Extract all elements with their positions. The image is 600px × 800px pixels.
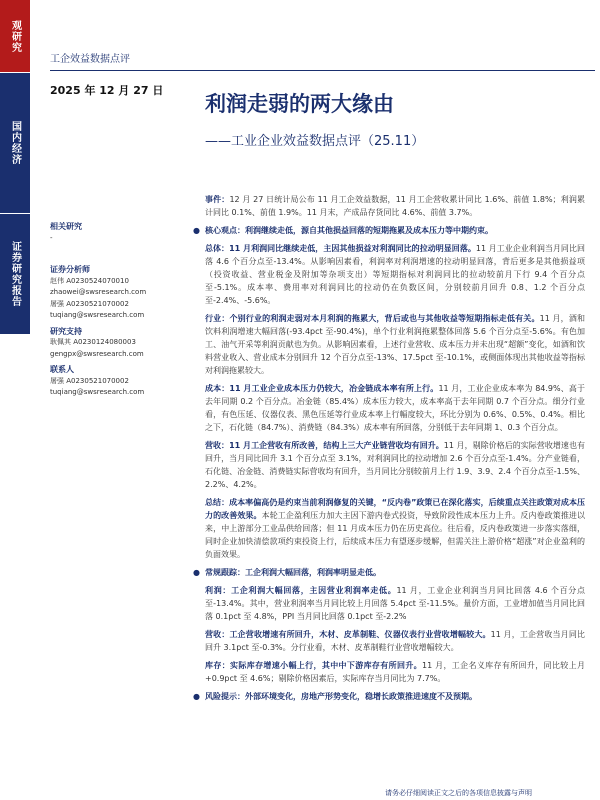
support-label: 研究支持 (50, 326, 82, 336)
contact-label: 联系人 (50, 365, 74, 374)
page-subtitle: ——工业企业效益数据点评（25.11） (205, 134, 425, 149)
revenue-paragraph: 营收：11 月工企营收有所改善，结构上三大产业链营收均有回升。11 月，剔除价格后的实际营收增速也有回升，当月同比回升 3.1 个百分点至 3.1%，对利润同比的拉动增加 2.6 个百分点至-1.4%。分产业链看，石化链、冶金链、消费链实际营收均有回升，当月同比分别较前月上行 1.9、3.9、2.4 个百分点至-1.5%、2.2%、4.2%。 (205, 441, 585, 489)
cost-paragraph: 成本：11 月工业企业成本压力仍较大，冶金链成本率有所上行。11 月，工业企业成本率为 84.9%、高于去年同期 0.2 个百分点。冶金链（85.4%）成本压力较大，成本率高于去年同期 0.7 个百分点。细分行业看，有色压延、仪器仪表、黑色压延等行业成本率上行幅度较大，环比分别为 0.6%、0.5%、0.4%。相比之下，石化链（84.7%）、消费链（84.3%）成本率有所回落，分别低于去年同期 1、0.3 个百分点。 (205, 384, 585, 432)
overall-paragraph: 总体：11 月利润同比继续走低，主因其他损益对利润同比的拉动明显回落。11 月工业企业利润当月同比回落 4.6 个百分点至-13.4%。从影响因素看，利润率对利润增速的拉动明显回落，背后更多是其他损益项（投资收益、营业税金及附加等杂项支出）等短期指标对利润同比的拉动较前月下行 9.4 个百分点至-5.1%。成本率、费用率对利润同比的拉动仍在负数区间，分别较前月回升 0.8、1.2 个百分点至-2.4%、-5.6%。 (205, 244, 585, 305)
analyst-email[interactable]: zhaowei@swsresearch.com (50, 288, 147, 296)
left-column (50, 217, 185, 399)
contact-email[interactable]: tuqiang@swsresearch.com (50, 388, 145, 396)
analyst-label: 证券分析师 (50, 265, 90, 274)
bullet-icon: ● (193, 226, 200, 235)
section-label: 工企效益数据点评 (50, 54, 130, 65)
event-paragraph (205, 193, 585, 219)
related-research-label: 相关研究 (50, 222, 82, 231)
support-email[interactable]: gengpx@swsresearch.com (50, 349, 144, 358)
footer-disclaimer: 请务必仔细阅读正文之后的各项信息披露与声明 (385, 789, 532, 797)
header-divider (50, 70, 595, 71)
profit-paragraph: 利润：工企利润大幅回落，主因营业利润率走低。11 月，工业企业利润当月同比回落 4.6 个百分点至-13.4%。其中，营业利润率当月同比较上月回落 5.4pct 至-11.5%。量价方面，工业增加值当月同比回落 0.1pct 至 4.8%，PPI 当月同比回落 0.1pct 至-2.2% (205, 586, 585, 621)
tracking-bullet: ● 常规跟踪：工企利润大幅回落，利润率明显走低。 (193, 568, 381, 577)
support-line: 耿佩其 A0230124080003 (50, 338, 136, 346)
bullet-icon: ● (193, 692, 200, 701)
analyst-line: 赵伟 A0230524070010 (50, 276, 129, 285)
page-title: 利润走弱的两大缘由 (205, 92, 394, 116)
inventory-paragraph: 库存：实际库存增速小幅上行，其中中下游库存有所回升。11 月，工企名义库存有所回升，同比较上月+0.9pct 至 4.6%；剔除价格因素后，实际库存当月同比为 7.7%。 (205, 661, 585, 683)
analyst-email[interactable]: tuqiang@swsresearch.com (50, 311, 145, 319)
side-tab-research: 观研究 (0, 0, 30, 72)
bullet-icon: ● (193, 568, 200, 577)
contact-line: 屠强 A0230521070002 (50, 376, 129, 385)
report-date: 2025 年 12 月 27 日 (50, 84, 164, 97)
core-bullet: ● 核心观点：利润继续走低，源自其他损益回落的短期拖累及成本压力等中期约束。 (193, 226, 493, 235)
risk-bullet: ● 风险提示：外部环境变化，房地产形势变化，稳增长政策推进速度不及预期。 (193, 692, 477, 701)
main-body (193, 193, 585, 708)
event-text: 12 月 27 日统计局公布 11 月工企效益数据，11 月工企营收累计同比 1.6%、前值 1.8%；利润累计同比 0.1%、前值 1.9%。11 月末，产成品存货同比 4.6%、前值 3.7%。 (205, 195, 585, 217)
revenue-track-paragraph: 营收：工企营收增速有所回升，木材、皮革制鞋、仪器仪表行业营收增幅较大。11 月，工企营收当月同比回升 3.1pct 至-0.3%。分行业看，木材、皮革制鞋行业营收增幅较大。 (205, 630, 585, 652)
related-research-value: - (50, 233, 53, 242)
analyst-line: 屠强 A0230521070002 (50, 299, 129, 308)
side-tab-securities-report: 证券研究报告 (0, 214, 30, 334)
summary-paragraph: 总结：成本率偏高仍是约束当前利润修复的关键，“反内卷”政策已在深化落实，后续重点关注政策对成本压力的改善效果。本轮工企盈利压力加大主因下游内卷式投资，导致阶段性成本压力上升。反内卷政策推进以来，中上游部分工业品供给回落；但 11 月成本压力仍在历史高位。往后看，反内卷政策进一步落实落细，同时企业加快清偿款项约束投资上行，后续成本压力有望逐步缓解，但需关注上游价格“超涨”对企业盈利的负面效果。 (205, 498, 585, 559)
event-label: 事件： (205, 195, 230, 204)
side-tab-domestic-economy: 国内经济 (0, 73, 30, 213)
industry-paragraph: 行业：个别行业的利润走弱对本月利润的拖累大，背后或也与其他收益等短期指标走低有关。11 月，酒和饮料利润增速大幅回落(-93.4pct 至-90.4%)，单个行业利润拖累整体回落 5.6 个百分点至-5.6%。有色加工、油气开采等利润贡献也为负。从影响因素看，上述行业营收、成本压力并未出现“超额”变化，如酒和饮料营业收入、营业成本分别回升 12 个百分点至-13%、17.5pct 至-10.1%，或侧面体现出其他收益等指标对利润拖累较大。 (205, 314, 585, 375)
